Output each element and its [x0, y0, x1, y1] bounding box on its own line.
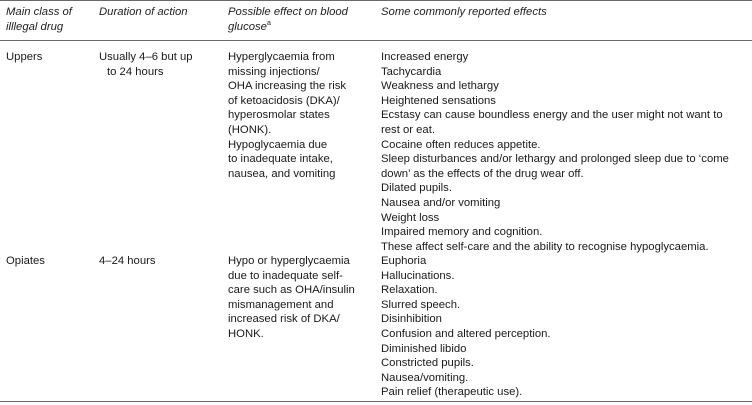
row-uppers-effects: Increased energy Tachycardia Weakness and lethargy Heightened sensations Ecstasy can cause boundless energy and the user might not want to rest or eat. Cocaine often reduces appetite. Sleep disturbances and/or lethargy and prolonged sleep due to ‘come down’ as the effects of the drug wear off. Dilated pupils. Nausea and/or vomiting Weight loss Impaired memory and cognition. These affect self-care and the ability to recognise hypoglycaemia.	[381, 51, 729, 253]
row-opiates-effects: Euphoria Hallucinations. Relaxation. Slurred speech. Disinhibition Confusion and altered perception. Diminished libido Constricted pupils. Nausea/vomiting. Pain relief (therapeutic use).	[381, 255, 551, 399]
row-uppers-drug: Uppers	[6, 51, 43, 63]
header-effects: Some commonly reported effects	[381, 6, 547, 18]
table-bottom-rule	[0, 401, 752, 402]
header-main-class: Main class of illlegal drug	[6, 6, 72, 33]
header-rule	[0, 40, 752, 41]
row-uppers-glucose: Hyperglycaemia from missing injections/ OHA increasing the risk of ketoacidosis (DKA)/ hyperosmolar states (HONK). Hypoglycaemia due to inadequate intake, nausea, and vomiting	[228, 51, 347, 180]
row-opiates-glucose: Hypo or hyperglycaemia due to inadequate self- care such as OHA/insulin mismanagement and increased risk of DKA/ HONK.	[228, 255, 355, 340]
table-top-rule	[0, 0, 752, 1]
header-blood-glucose: Possible effect on blood glucose$^a$	[228, 6, 348, 33]
footnote-marker: a	[266, 19, 271, 27]
row-opiates-duration: 4–24 hours	[99, 255, 156, 267]
header-duration: Duration of action	[99, 6, 188, 18]
row-opiates-drug: Opiates	[6, 255, 45, 267]
row-uppers-duration: Usually 4–6 but up to 24 hours	[99, 51, 193, 78]
